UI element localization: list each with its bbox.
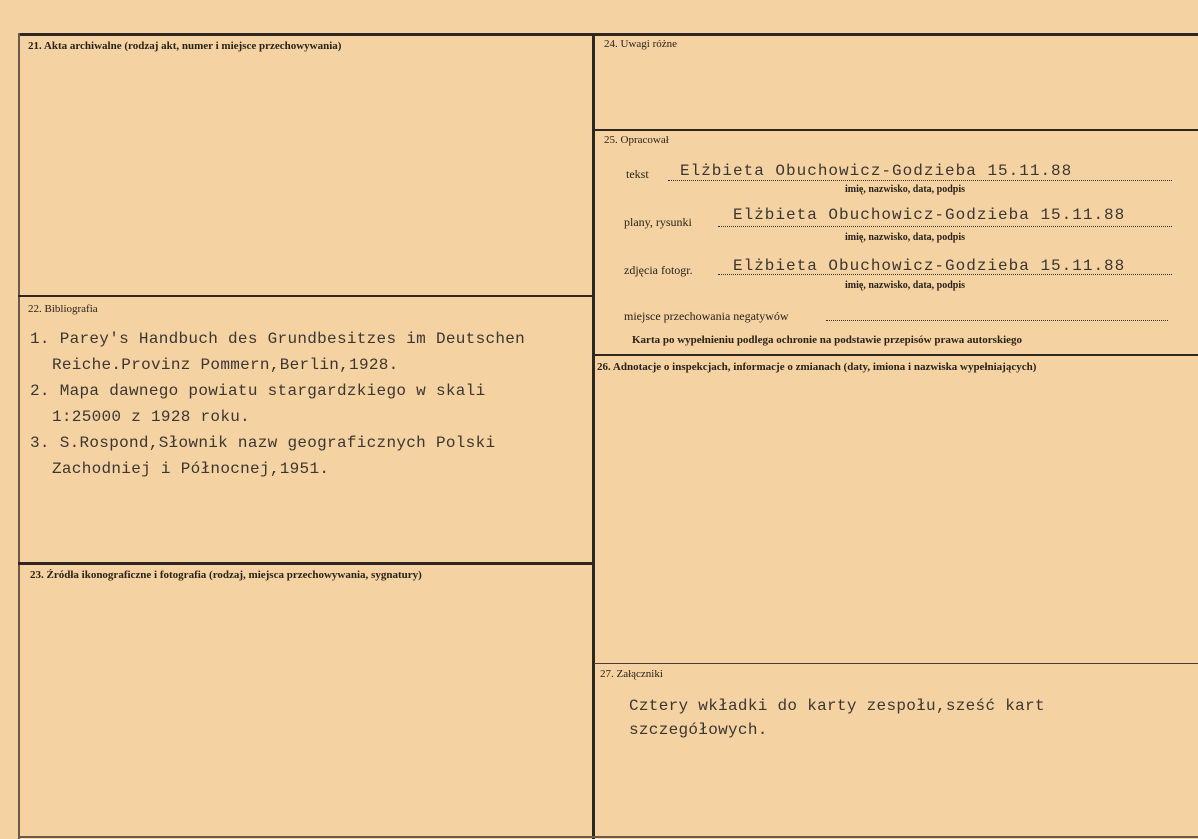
section-27-title: 27. Załączniki — [600, 668, 663, 680]
center-rule — [592, 33, 595, 839]
text-author-line — [668, 180, 1172, 181]
photos-author-label: zdjęcia fotogr. — [624, 263, 693, 277]
section-23-title: 23. Źródła ikonograficzne i fotografia (rodzaj, miejsca przechowywania, sygnatury) — [30, 569, 422, 581]
photos-author-value: Elżbieta Obuchowicz-Godzieba 15.11.88 — [733, 257, 1126, 275]
section-22-rule — [18, 295, 595, 297]
bibliography-line: 1. Parey's Handbuch des Grundbesitzes im Deutschen — [30, 330, 526, 348]
photos-author-caption: imię, nazwisko, data, podpis — [845, 280, 966, 291]
drawings-author-label: plany, rysunki — [624, 215, 692, 229]
section-21-title: 21. Akta archiwalne (rodzaj akt, numer i miejsce przechowywania) — [28, 40, 342, 52]
bibliography-line: Reiche.Provinz Pommern,Berlin,1928. — [52, 356, 399, 374]
text-author-label: tekst — [626, 167, 649, 181]
photos-author-line — [718, 274, 1172, 275]
drawings-author-line — [718, 226, 1172, 227]
negatives-label: miejsce przechowania negatywów — [624, 309, 789, 323]
section-25-title: 25. Opracował — [604, 134, 669, 146]
top-rule — [18, 33, 1198, 36]
section-27-rule — [594, 663, 1198, 664]
section-26-title: 26. Adnotacje o inspekcjach, informacje o zmianach (daty, imiona i nazwiska wypełniających) — [597, 361, 1037, 373]
bibliography-line: Zachodniej i Północnej,1951. — [52, 460, 330, 478]
section-25-rule — [594, 129, 1198, 131]
bibliography-line: 2. Mapa dawnego powiatu stargardzkiego w skali — [30, 382, 486, 400]
section-22-title: 22. Bibliografia — [28, 303, 98, 315]
attachments-line: Cztery wkładki do karty zespołu,sześć kart — [629, 697, 1045, 715]
left-rule — [18, 33, 20, 839]
text-author-value: Elżbieta Obuchowicz-Godzieba 15.11.88 — [680, 162, 1073, 180]
section-26-rule — [594, 354, 1198, 356]
copyright-notice: Karta po wypełnieniu podlega ochronie na podstawie przepisów prawa autorskiego — [632, 334, 1023, 346]
drawings-author-value: Elżbieta Obuchowicz-Godzieba 15.11.88 — [733, 206, 1126, 224]
drawings-author-caption: imię, nazwisko, data, podpis — [845, 232, 966, 243]
section-24-title: 24. Uwagi różne — [604, 38, 678, 50]
bibliography-line: 3. S.Rospond,Słownik nazw geograficznych Polski — [30, 434, 496, 452]
section-23-rule — [18, 562, 595, 565]
bottom-rule — [18, 836, 1198, 838]
attachments-line: szczegółowych. — [629, 721, 768, 739]
negatives-line — [826, 320, 1168, 321]
text-author-caption: imię, nazwisko, data, podpis — [845, 184, 966, 195]
bibliography-line: 1:25000 z 1928 roku. — [52, 408, 251, 426]
